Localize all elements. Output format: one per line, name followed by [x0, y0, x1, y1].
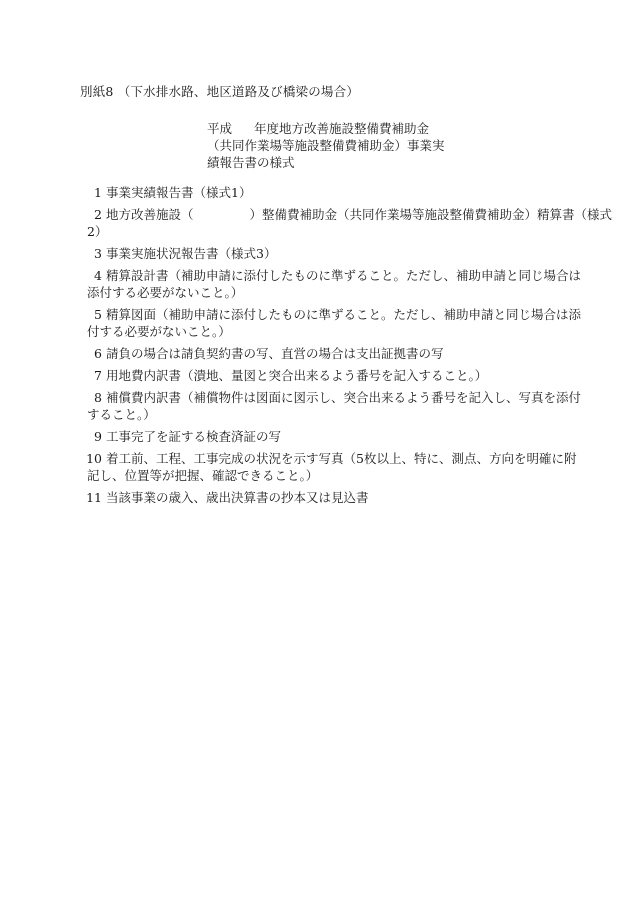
item-number: 11	[86, 490, 102, 505]
item-text: 事業実施状況報告書（様式3）	[106, 246, 277, 261]
list-item	[84, 245, 554, 262]
title-era: 平成	[207, 121, 233, 136]
list-item	[84, 184, 554, 201]
item-continuation: 付する必要がないこと。）	[87, 324, 231, 339]
item-text: 地方改善施設（	[106, 207, 194, 222]
item-text: 工事完了を証する検査済証の写	[106, 429, 282, 444]
attachment-header: 別紙8 （下水排水路、地区道路及び橋梁の場合）	[80, 84, 360, 99]
item-number: 10	[86, 451, 102, 466]
item-text: 事業実績報告書（様式1）	[106, 185, 252, 200]
list-item	[84, 367, 554, 384]
list-item	[84, 206, 613, 240]
item-text: 着工前、工程、工事完成の状況を示す写真（5枚以上、特に、測点、方向を明確に附	[106, 451, 577, 466]
item-number: 2	[94, 207, 102, 222]
item-text: 補償費内訳書（補償物件は図面に図示し、突合出来るよう番号を記入し、写真を添付	[106, 390, 582, 405]
item-continuation: 記し、位置等が把握、確認できること。）	[87, 468, 319, 483]
item-text: 用地費内訳書（潰地、量図と突合出来るよう番号を記入すること。）	[106, 368, 488, 383]
item-number: 6	[94, 346, 102, 361]
list-item	[84, 489, 554, 506]
item-continuation: 添付する必要がないこと。）	[87, 285, 244, 300]
list-item	[84, 450, 577, 484]
item-number: 9	[94, 429, 102, 444]
document-title	[207, 120, 447, 171]
item-continuation: すること。）	[87, 407, 156, 422]
item-number: 3	[94, 246, 102, 261]
document-list	[84, 184, 613, 511]
title-line-3: 績報告書の様式	[207, 155, 295, 170]
list-item	[84, 267, 582, 301]
item-number: 7	[94, 368, 102, 383]
item-text: 精算設計書（補助申請に添付したものに準ずること。ただし、補助申請と同じ場合は	[106, 268, 582, 283]
list-item	[84, 306, 582, 340]
item-text: 当該事業の歳入、歳出決算書の抄本又は見込書	[106, 490, 369, 505]
item-number: 8	[94, 390, 102, 405]
list-item	[84, 345, 554, 362]
item-number: 1	[94, 185, 102, 200]
item-text: 請負の場合は請負契約書の写、直営の場合は支出証拠書の写	[106, 346, 444, 361]
item-text: ）整備費補助金（共同作業場等施設整備費補助金）精算書（様式	[249, 207, 613, 222]
list-item	[84, 428, 554, 445]
item-number: 4	[94, 268, 102, 283]
item-number: 5	[94, 307, 102, 322]
title-line-1-text: 年度地方改善施設整備費補助金	[254, 121, 430, 136]
item-text: 精算図面（補助申請に添付したものに準ずること。ただし、補助申請と同じ場合は添	[106, 307, 582, 322]
item-continuation: 2）	[87, 224, 108, 239]
list-item	[84, 389, 582, 423]
title-line-1	[207, 120, 447, 137]
title-line-2: （共同作業場等施設整備費補助金）事業実	[207, 138, 445, 153]
